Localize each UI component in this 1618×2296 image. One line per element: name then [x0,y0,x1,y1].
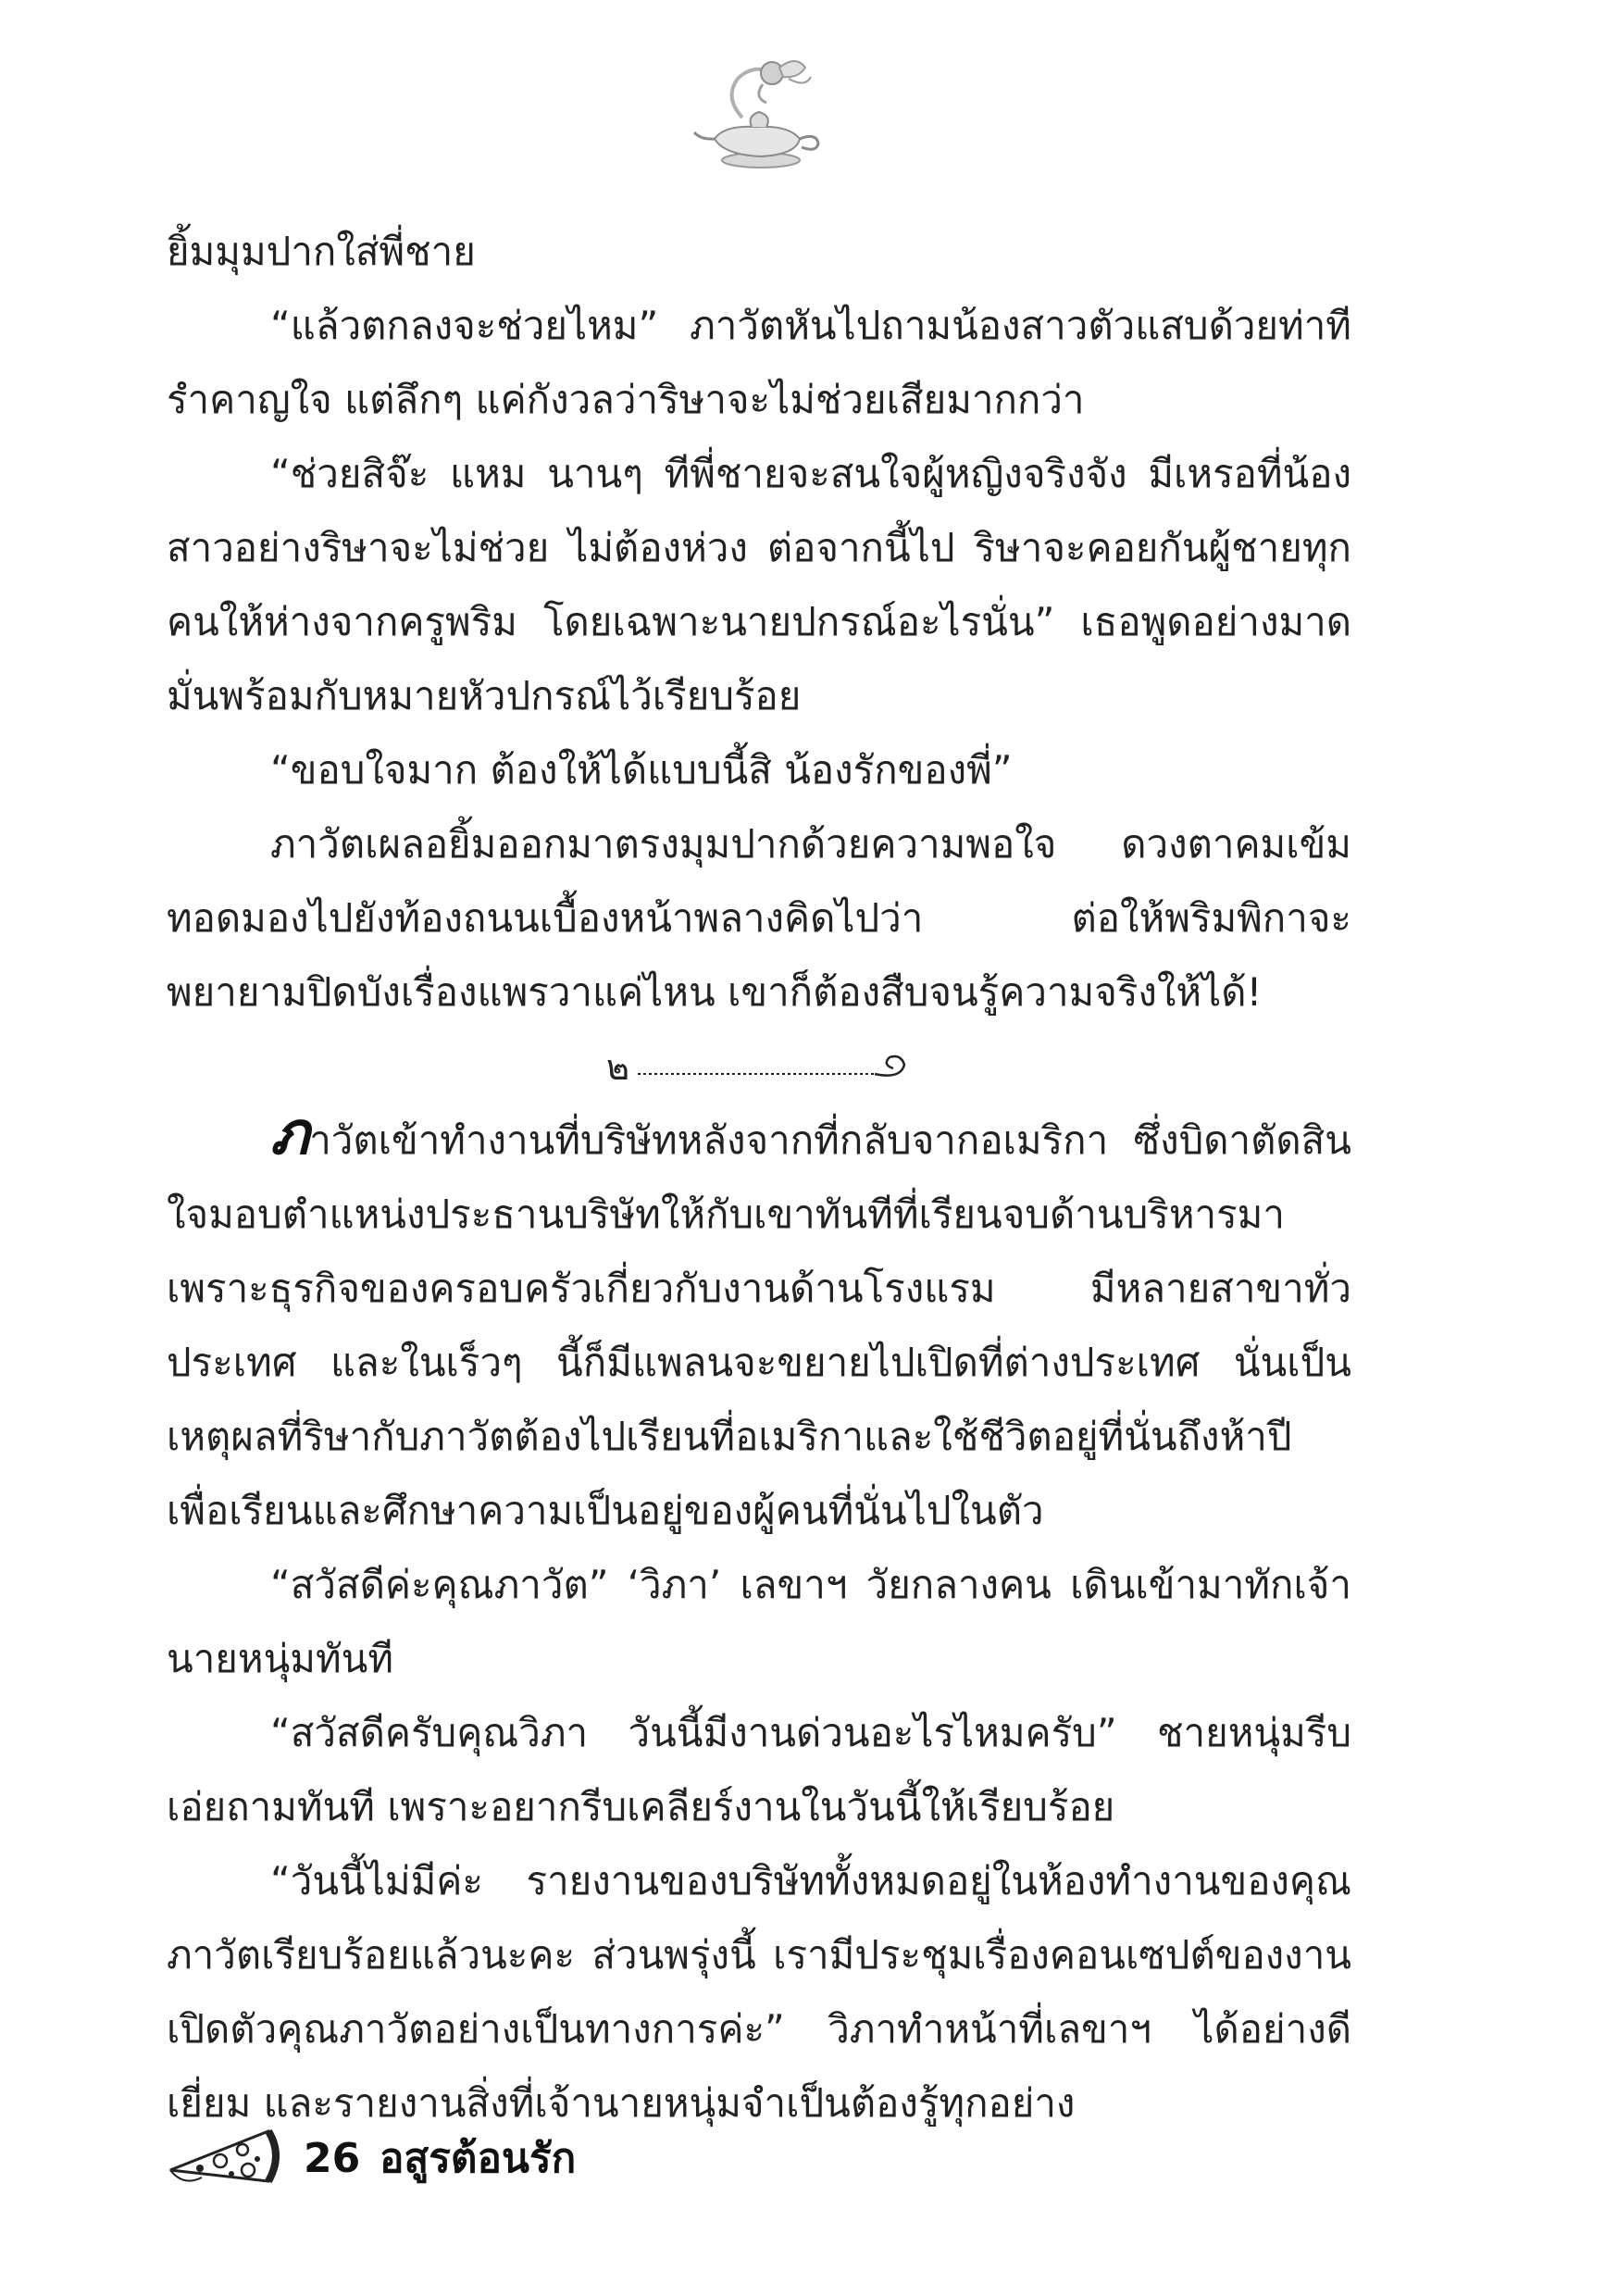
magic-lamp-icon [687,51,826,185]
body-text [167,215,1351,2140]
page-number: 26 [304,2135,361,2182]
paragraph: “สวัสดีค่ะคุณภาวัต” ‘วิภา’ เลขาฯ วัยกลางคน เดินเข้ามาทักเจ้านายหนุ่มทันที [167,1562,1351,1681]
paragraph: “ช่วยสิจ๊ะ แหม นานๆ ทีพี่ชายจะสนใจผู้หญิงจริงจัง มีเหรอที่น้องสาวอย่างริษาจะไม่ช่วย ไม่ต้องห่วง ต่อจากนี้ไป ริษาจะคอยกันผู้ชายทุกคนให้ห่างจากครูพริม โดยเฉพาะนายปกรณ์อะไรนั่น” เธอพูดอย่างมาดมั่นพร้อมกับหมายหัวปกรณ์ไว้เรียบร้อย [167,451,1351,718]
paragraph-with-dropcap [167,1100,1351,1548]
dropcap: ภ [270,1100,310,1168]
paragraph: ภาวัตเผลอยิ้มออกมาตรงมุมปากด้วยความพอใจ ดวงตาคมเข้มทอดมองไปยังท้องถนนเบื้องหน้าพลางคิดไปว่า ต่อให้พริมพิกาจะพยายามปิดบังเรื่องแพรวาแค่ไหน เขาก็ต้องสืบจนรู้ความจริงให้ได้! [167,821,1351,1015]
page-footer [165,2122,813,2196]
paragraph-rest: าวัตเข้าทำงานที่บริษัทหลังจากที่กลับจากอเมริกา ซึ่งบิดาตัดสินใจมอบตำแหน่งประธานบริษัทให้กับเขาทันทีที่เรียนจบด้านบริหารมา เพราะธุรกิจของครอบครัวเกี่ยวกับงานด้านโรงแรม มีหลายสาขาทั่วประเทศ และในเร็วๆ นี้ก็มีแพลนจะขยายไปเปิดที่ต่างประเทศ นั่นเป็นเหตุผลที่ริษากับภาวัตต้องไปเรียนที่อเมริกาและใช้ชีวิตอยู่ที่นั่นถึงห้าปีเพื่อเรียนและศึกษาความเป็นอยู่ของผู้คนที่นั่นไปในตัว [167,1117,1351,1533]
paragraph: “วันนี้ไม่มีค่ะ รายงานของบริษัททั้งหมดอยู่ในห้องทำงานของคุณภาวัตเรียบร้อยแล้วนะคะ ส่วนพรุ่งนี้ เรามีประชุมเรื่องคอนเซปต์ของงานเปิดตัวคุณภาวัตอย่างเป็นทางการค่ะ” วิภาทำหน้าที่เลขาฯ ได้อย่างดีเยี่ยม และรายงานสิ่งที่เจ้านายหนุ่มจำเป็นต้องรู้ทุกอย่าง [167,1858,1351,2126]
paragraph: “สวัสดีครับคุณวิภา วันนี้มีงานด่วนอะไรไหมครับ” ชายหนุ่มรีบเอ่ยถามทันที เพราะอยากรีบเคลียร์งานในวันนี้ให้เรียบร้อย [167,1710,1351,1829]
scene-break-ornament [606,1046,921,1092]
paragraph: “ขอบใจมาก ต้องให้ได้แบบนี้สิ น้องรักของพี่” [270,747,1013,792]
scene-break [167,1029,1351,1104]
pizza-slice-icon [165,2122,285,2196]
book-title: อสูรต้อนรัก [380,2135,577,2182]
paragraph: ยิ้มมุมปากใส่พี่ชาย [167,229,476,274]
paragraph: “แล้วตกลงจะช่วยไหม” ภาวัตหันไปถามน้องสาวตัวแสบด้วยท่าทีรำคาญใจ แต่ลึกๆ แค่กังวลว่าริษาจะไม่ช่วยเสียมากกว่า [167,303,1351,422]
scene-break-glyph: ๒ [606,1047,630,1088]
